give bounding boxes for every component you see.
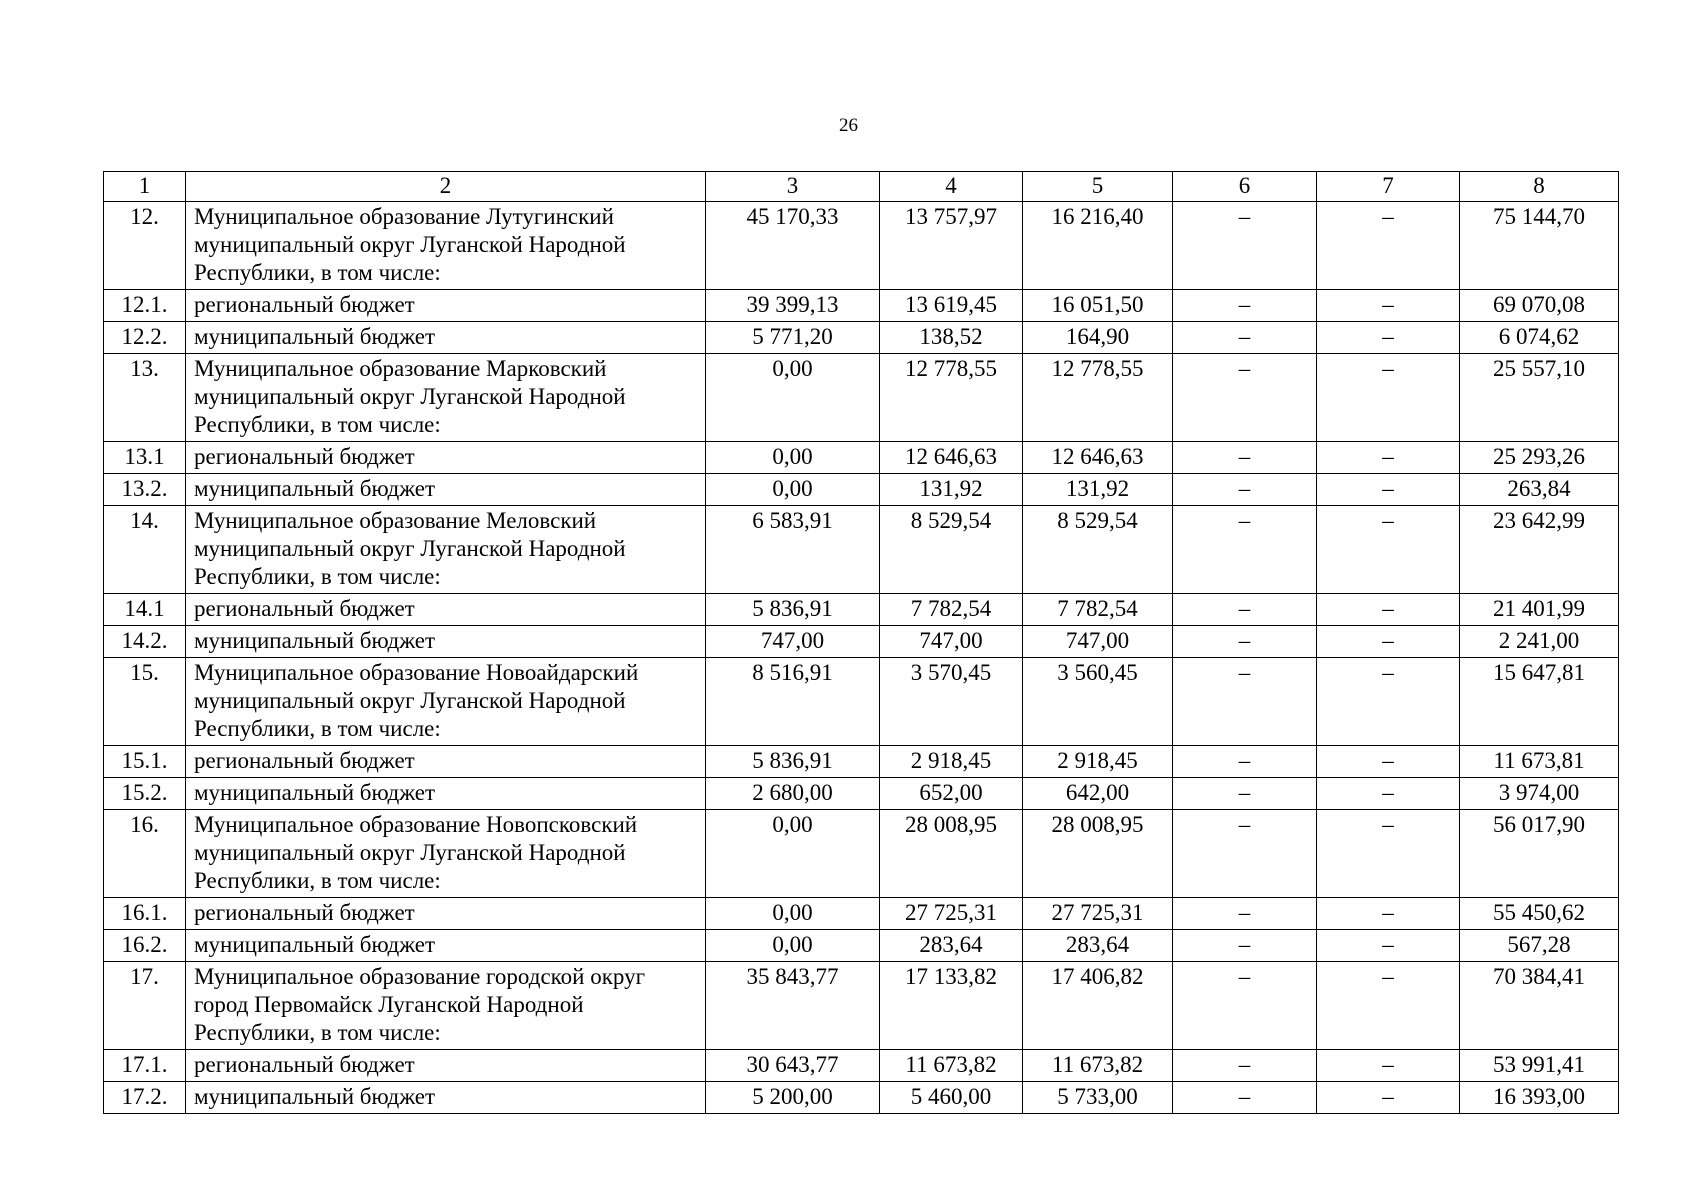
col5-value-cell: 7 782,54 bbox=[1023, 594, 1173, 626]
col4-value-cell: 747,00 bbox=[880, 626, 1023, 658]
col5-value-cell: 28 008,95 bbox=[1023, 810, 1173, 898]
row-number-cell: 15.1. bbox=[104, 746, 186, 778]
col6-value-cell: – bbox=[1173, 474, 1317, 506]
page-number: 26 bbox=[839, 115, 858, 136]
row-name-cell: региональный бюджет bbox=[186, 1050, 706, 1082]
header-cell-8: 8 bbox=[1460, 172, 1619, 202]
table-row-budget bbox=[104, 778, 1619, 810]
col4-value-cell: 28 008,95 bbox=[880, 810, 1023, 898]
col8-value-cell: 567,28 bbox=[1460, 930, 1619, 962]
col8-value-cell: 53 991,41 bbox=[1460, 1050, 1619, 1082]
col8-value-cell: 25 293,26 bbox=[1460, 442, 1619, 474]
col4-value-cell: 5 460,00 bbox=[880, 1082, 1023, 1114]
col5-value-cell: 11 673,82 bbox=[1023, 1050, 1173, 1082]
table-row-budget bbox=[104, 626, 1619, 658]
row-name-cell: Муниципальное образование Лутугинский муниципальный округ Луганской Народной Республики, в том числе: bbox=[186, 202, 706, 290]
header-cell-7: 7 bbox=[1317, 172, 1460, 202]
col5-value-cell: 12 778,55 bbox=[1023, 354, 1173, 442]
col3-value-cell: 39 399,13 bbox=[706, 290, 880, 322]
col4-value-cell: 27 725,31 bbox=[880, 898, 1023, 930]
col3-value-cell: 30 643,77 bbox=[706, 1050, 880, 1082]
col4-value-cell: 283,64 bbox=[880, 930, 1023, 962]
col6-value-cell: – bbox=[1173, 1082, 1317, 1114]
col3-value-cell: 0,00 bbox=[706, 354, 880, 442]
col7-value-cell: – bbox=[1317, 594, 1460, 626]
row-name-cell: региональный бюджет bbox=[186, 594, 706, 626]
col6-value-cell: – bbox=[1173, 202, 1317, 290]
col4-value-cell: 12 646,63 bbox=[880, 442, 1023, 474]
col5-value-cell: 8 529,54 bbox=[1023, 506, 1173, 594]
header-cell-4: 4 bbox=[880, 172, 1023, 202]
col8-value-cell: 75 144,70 bbox=[1460, 202, 1619, 290]
row-name-cell: Муниципальное образование Меловский муниципальный округ Луганской Народной Республики, в том числе: bbox=[186, 506, 706, 594]
budget-table bbox=[103, 171, 1619, 1114]
col7-value-cell: – bbox=[1317, 354, 1460, 442]
row-number-cell: 14.2. bbox=[104, 626, 186, 658]
row-number-cell: 16. bbox=[104, 810, 186, 898]
col6-value-cell: – bbox=[1173, 810, 1317, 898]
col3-value-cell: 0,00 bbox=[706, 898, 880, 930]
col4-value-cell: 13 757,97 bbox=[880, 202, 1023, 290]
header-cell-1: 1 bbox=[104, 172, 186, 202]
col7-value-cell: – bbox=[1317, 746, 1460, 778]
col8-value-cell: 21 401,99 bbox=[1460, 594, 1619, 626]
row-number-cell: 13.1 bbox=[104, 442, 186, 474]
col4-value-cell: 7 782,54 bbox=[880, 594, 1023, 626]
col6-value-cell: – bbox=[1173, 658, 1317, 746]
table-row-municipality bbox=[104, 962, 1619, 1050]
col6-value-cell: – bbox=[1173, 962, 1317, 1050]
col4-value-cell: 13 619,45 bbox=[880, 290, 1023, 322]
header-cell-3: 3 bbox=[706, 172, 880, 202]
col4-value-cell: 652,00 bbox=[880, 778, 1023, 810]
col7-value-cell: – bbox=[1317, 506, 1460, 594]
col7-value-cell: – bbox=[1317, 658, 1460, 746]
row-name-cell: Муниципальное образование Марковский муниципальный округ Луганской Народной Республики, в том числе: bbox=[186, 354, 706, 442]
row-number-cell: 17. bbox=[104, 962, 186, 1050]
col6-value-cell: – bbox=[1173, 746, 1317, 778]
col5-value-cell: 747,00 bbox=[1023, 626, 1173, 658]
table-row-budget bbox=[104, 930, 1619, 962]
col3-value-cell: 5 200,00 bbox=[706, 1082, 880, 1114]
col5-value-cell: 164,90 bbox=[1023, 322, 1173, 354]
col3-value-cell: 0,00 bbox=[706, 810, 880, 898]
col5-value-cell: 642,00 bbox=[1023, 778, 1173, 810]
col8-value-cell: 70 384,41 bbox=[1460, 962, 1619, 1050]
col6-value-cell: – bbox=[1173, 898, 1317, 930]
col5-value-cell: 16 216,40 bbox=[1023, 202, 1173, 290]
table-row-budget bbox=[104, 898, 1619, 930]
col7-value-cell: – bbox=[1317, 898, 1460, 930]
col8-value-cell: 16 393,00 bbox=[1460, 1082, 1619, 1114]
col4-value-cell: 138,52 bbox=[880, 322, 1023, 354]
col8-value-cell: 11 673,81 bbox=[1460, 746, 1619, 778]
col5-value-cell: 16 051,50 bbox=[1023, 290, 1173, 322]
table-row-budget bbox=[104, 442, 1619, 474]
col6-value-cell: – bbox=[1173, 354, 1317, 442]
table-row-budget bbox=[104, 1050, 1619, 1082]
row-number-cell: 17.1. bbox=[104, 1050, 186, 1082]
col7-value-cell: – bbox=[1317, 322, 1460, 354]
col8-value-cell: 2 241,00 bbox=[1460, 626, 1619, 658]
header-cell-6: 6 bbox=[1173, 172, 1317, 202]
row-number-cell: 12.2. bbox=[104, 322, 186, 354]
table-row-budget bbox=[104, 474, 1619, 506]
col8-value-cell: 55 450,62 bbox=[1460, 898, 1619, 930]
col8-value-cell: 25 557,10 bbox=[1460, 354, 1619, 442]
col5-value-cell: 3 560,45 bbox=[1023, 658, 1173, 746]
col8-value-cell: 3 974,00 bbox=[1460, 778, 1619, 810]
table-row-budget bbox=[104, 1082, 1619, 1114]
table-row-municipality bbox=[104, 354, 1619, 442]
col8-value-cell: 56 017,90 bbox=[1460, 810, 1619, 898]
header-cell-2: 2 bbox=[186, 172, 706, 202]
row-number-cell: 13. bbox=[104, 354, 186, 442]
header-cell-5: 5 bbox=[1023, 172, 1173, 202]
col7-value-cell: – bbox=[1317, 810, 1460, 898]
col5-value-cell: 5 733,00 bbox=[1023, 1082, 1173, 1114]
col6-value-cell: – bbox=[1173, 442, 1317, 474]
col5-value-cell: 131,92 bbox=[1023, 474, 1173, 506]
col7-value-cell: – bbox=[1317, 1082, 1460, 1114]
col3-value-cell: 747,00 bbox=[706, 626, 880, 658]
row-number-cell: 17.2. bbox=[104, 1082, 186, 1114]
row-name-cell: муниципальный бюджет bbox=[186, 322, 706, 354]
col6-value-cell: – bbox=[1173, 506, 1317, 594]
row-number-cell: 15.2. bbox=[104, 778, 186, 810]
col4-value-cell: 8 529,54 bbox=[880, 506, 1023, 594]
column-number-header-row bbox=[104, 172, 1619, 202]
table-body bbox=[104, 172, 1619, 1114]
col4-value-cell: 12 778,55 bbox=[880, 354, 1023, 442]
col4-value-cell: 2 918,45 bbox=[880, 746, 1023, 778]
row-number-cell: 13.2. bbox=[104, 474, 186, 506]
col4-value-cell: 11 673,82 bbox=[880, 1050, 1023, 1082]
col8-value-cell: 69 070,08 bbox=[1460, 290, 1619, 322]
col3-value-cell: 0,00 bbox=[706, 442, 880, 474]
col5-value-cell: 283,64 bbox=[1023, 930, 1173, 962]
col7-value-cell: – bbox=[1317, 626, 1460, 658]
row-name-cell: региональный бюджет bbox=[186, 898, 706, 930]
col7-value-cell: – bbox=[1317, 202, 1460, 290]
col6-value-cell: – bbox=[1173, 1050, 1317, 1082]
table-row-budget bbox=[104, 594, 1619, 626]
row-number-cell: 12.1. bbox=[104, 290, 186, 322]
row-name-cell: региональный бюджет bbox=[186, 290, 706, 322]
col3-value-cell: 35 843,77 bbox=[706, 962, 880, 1050]
col5-value-cell: 12 646,63 bbox=[1023, 442, 1173, 474]
row-name-cell: региональный бюджет bbox=[186, 746, 706, 778]
col3-value-cell: 45 170,33 bbox=[706, 202, 880, 290]
row-number-cell: 12. bbox=[104, 202, 186, 290]
col5-value-cell: 27 725,31 bbox=[1023, 898, 1173, 930]
col6-value-cell: – bbox=[1173, 322, 1317, 354]
col4-value-cell: 17 133,82 bbox=[880, 962, 1023, 1050]
col3-value-cell: 6 583,91 bbox=[706, 506, 880, 594]
col7-value-cell: – bbox=[1317, 962, 1460, 1050]
col5-value-cell: 17 406,82 bbox=[1023, 962, 1173, 1050]
col8-value-cell: 23 642,99 bbox=[1460, 506, 1619, 594]
col6-value-cell: – bbox=[1173, 930, 1317, 962]
table-row-municipality bbox=[104, 658, 1619, 746]
col3-value-cell: 8 516,91 bbox=[706, 658, 880, 746]
col7-value-cell: – bbox=[1317, 290, 1460, 322]
col4-value-cell: 3 570,45 bbox=[880, 658, 1023, 746]
table-row-municipality bbox=[104, 202, 1619, 290]
row-name-cell: Муниципальное образование Новопсковский муниципальный округ Луганской Народной Республики, в том числе: bbox=[186, 810, 706, 898]
col6-value-cell: – bbox=[1173, 594, 1317, 626]
col3-value-cell: 2 680,00 bbox=[706, 778, 880, 810]
table-row-municipality bbox=[104, 810, 1619, 898]
table-row-budget bbox=[104, 746, 1619, 778]
col7-value-cell: – bbox=[1317, 930, 1460, 962]
col7-value-cell: – bbox=[1317, 778, 1460, 810]
row-name-cell: региональный бюджет bbox=[186, 442, 706, 474]
row-name-cell: муниципальный бюджет bbox=[186, 474, 706, 506]
table-row-budget bbox=[104, 322, 1619, 354]
col3-value-cell: 0,00 bbox=[706, 930, 880, 962]
col7-value-cell: – bbox=[1317, 1050, 1460, 1082]
row-name-cell: Муниципальное образование Новоайдарский муниципальный округ Луганской Народной Республики, в том числе: bbox=[186, 658, 706, 746]
row-name-cell: муниципальный бюджет bbox=[186, 626, 706, 658]
row-number-cell: 14. bbox=[104, 506, 186, 594]
col6-value-cell: – bbox=[1173, 290, 1317, 322]
col8-value-cell: 6 074,62 bbox=[1460, 322, 1619, 354]
col7-value-cell: – bbox=[1317, 474, 1460, 506]
col5-value-cell: 2 918,45 bbox=[1023, 746, 1173, 778]
col3-value-cell: 5 836,91 bbox=[706, 594, 880, 626]
row-number-cell: 16.1. bbox=[104, 898, 186, 930]
col6-value-cell: – bbox=[1173, 626, 1317, 658]
col3-value-cell: 5 836,91 bbox=[706, 746, 880, 778]
row-number-cell: 14.1 bbox=[104, 594, 186, 626]
row-name-cell: Муниципальное образование городской округ город Первомайск Луганской Народной Республики, в том числе: bbox=[186, 962, 706, 1050]
col7-value-cell: – bbox=[1317, 442, 1460, 474]
table-row-budget bbox=[104, 290, 1619, 322]
col8-value-cell: 263,84 bbox=[1460, 474, 1619, 506]
col6-value-cell: – bbox=[1173, 778, 1317, 810]
col8-value-cell: 15 647,81 bbox=[1460, 658, 1619, 746]
col4-value-cell: 131,92 bbox=[880, 474, 1023, 506]
row-number-cell: 15. bbox=[104, 658, 186, 746]
col3-value-cell: 5 771,20 bbox=[706, 322, 880, 354]
row-number-cell: 16.2. bbox=[104, 930, 186, 962]
row-name-cell: муниципальный бюджет bbox=[186, 778, 706, 810]
row-name-cell: муниципальный бюджет bbox=[186, 1082, 706, 1114]
row-name-cell: муниципальный бюджет bbox=[186, 930, 706, 962]
table-row-municipality bbox=[104, 506, 1619, 594]
col3-value-cell: 0,00 bbox=[706, 474, 880, 506]
